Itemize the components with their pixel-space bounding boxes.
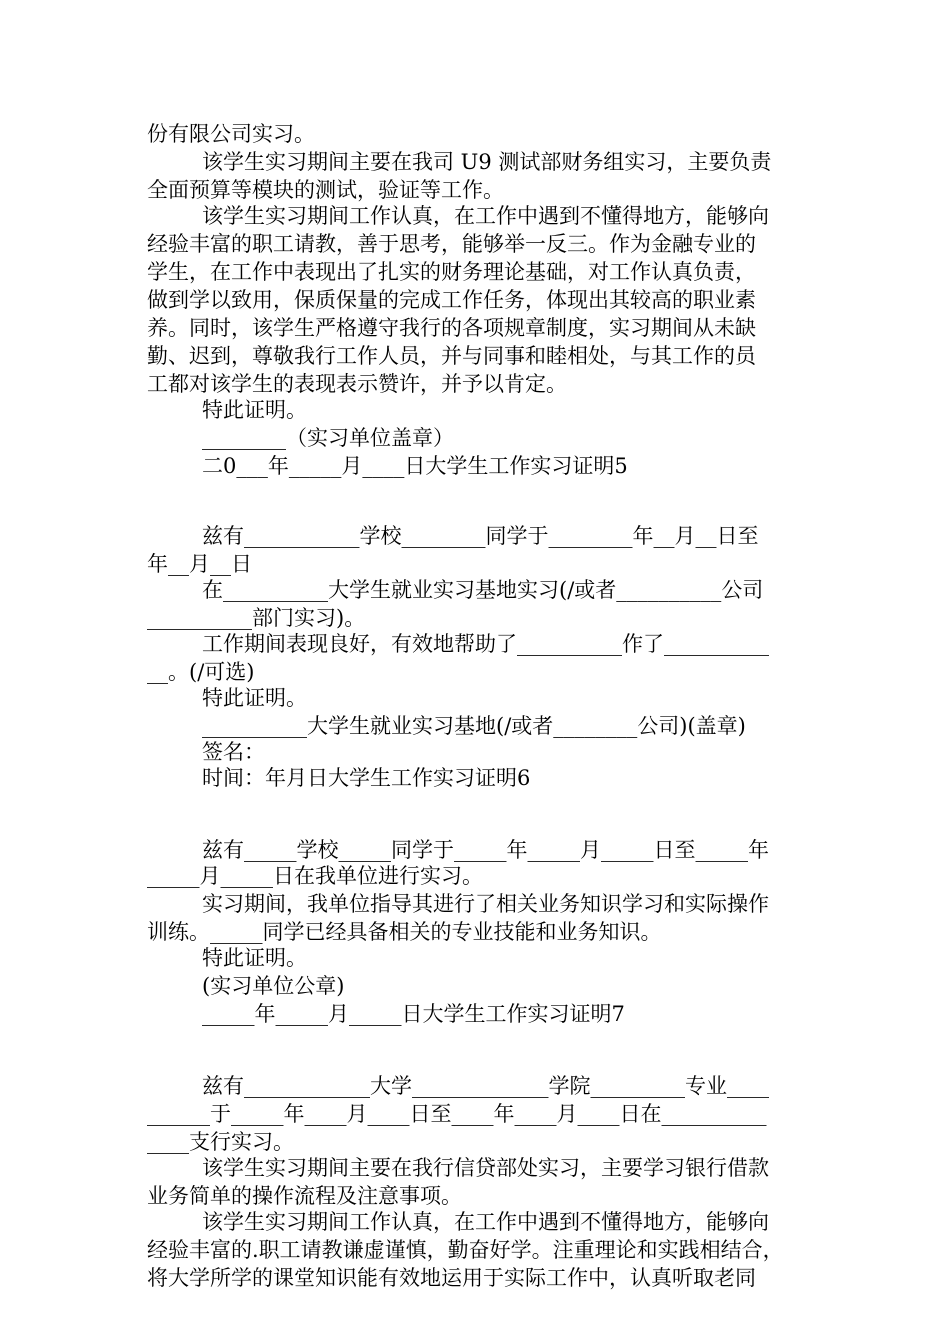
section-heading: 二0___年_____月____日大学生工作实习证明5 <box>202 454 628 478</box>
text-line: 兹有____________大学_____________学院_________专业____ <box>202 1074 769 1098</box>
text-line: 特此证明。 <box>202 946 307 970</box>
text-line: 年__月__日 <box>147 552 252 576</box>
text-line: 工都对该学生的表现表示赞许，并予以肯定。 <box>147 372 567 396</box>
text-line: _____月_____日在我单位进行实习。 <box>147 864 483 888</box>
text-line: 特此证明。 <box>202 686 307 710</box>
text-line: __。(/可选) <box>147 660 255 684</box>
text-line: 学生，在工作中表现出了扎实的财务理论基础，对工作认真负责， <box>147 260 756 284</box>
text-line: 份有限公司实习。 <box>147 122 315 146</box>
text-line: 该学生实习期间工作认真，在工作中遇到不懂得地方，能够向 <box>202 204 769 228</box>
text-line: 该学生实习期间主要在我行信贷部处实习，主要学习银行借款 <box>202 1156 769 1180</box>
text-line: 该学生实习期间主要在我司 U9 测试部财务组实习，主要负责 <box>202 150 772 174</box>
text-line: 经验丰富的.职工请教谦虚谨慎，勤奋好学。注重理论和实践相结合， <box>147 1238 784 1262</box>
text-line: 将大学所学的课堂知识能有效地运用于实际工作中，认真听取老同 <box>147 1266 756 1290</box>
text-line: 全面预算等模块的测试，验证等工作。 <box>147 178 504 202</box>
text-line: 业务简单的操作流程及注意事项。 <box>147 1184 462 1208</box>
text-line: ______于_____年____月____日至____年____月____日在__________ <box>147 1102 767 1126</box>
text-line: 签名： <box>202 740 265 764</box>
text-line: __________大学生就业实习基地(/或者________公司)(盖章) <box>202 714 746 738</box>
text-line: 经验丰富的职工请教，善于思考，能够举一反三。作为金融专业的 <box>147 232 756 256</box>
text-line: 在__________大学生就业实习基地实习(/或者__________公司 <box>202 578 764 602</box>
text-line: 兹有___________学校________同学于________年__月__日至 <box>202 524 759 548</box>
text-line: 训练。_____同学已经具备相关的专业技能和业务知识。 <box>147 920 662 944</box>
text-line: 养。同时，该学生严格遵守我行的各项规章制度，实习期间从未缺 <box>147 316 756 340</box>
text-line: __________部门实习)。 <box>147 606 366 630</box>
text-line: ____支行实习。 <box>147 1130 294 1154</box>
text-line: 工作期间表现良好，有效地帮助了__________作了__________ <box>202 632 769 656</box>
text-line: 特此证明。 <box>202 398 307 422</box>
text-line: 该学生实习期间工作认真，在工作中遇到不懂得地方，能够向 <box>202 1210 769 1234</box>
text-line: ________（实习单位盖章） <box>202 426 454 450</box>
text-line: 兹有_____学校_____同学于_____年_____月_____日至_____年 <box>202 838 769 862</box>
text-line: 做到学以致用，保质保量的完成工作任务，体现出其较高的职业素 <box>147 288 756 312</box>
text-line: 勤、迟到，尊敬我行工作人员，并与同事和睦相处，与其工作的员 <box>147 344 756 368</box>
text-line: 实习期间，我单位指导其进行了相关业务知识学习和实际操作 <box>202 892 769 916</box>
text-line: (实习单位公章) <box>202 974 345 998</box>
section-heading: 时间：年月日大学生工作实习证明6 <box>202 766 531 790</box>
section-heading: _____年_____月_____日大学生工作实习证明7 <box>202 1002 625 1026</box>
